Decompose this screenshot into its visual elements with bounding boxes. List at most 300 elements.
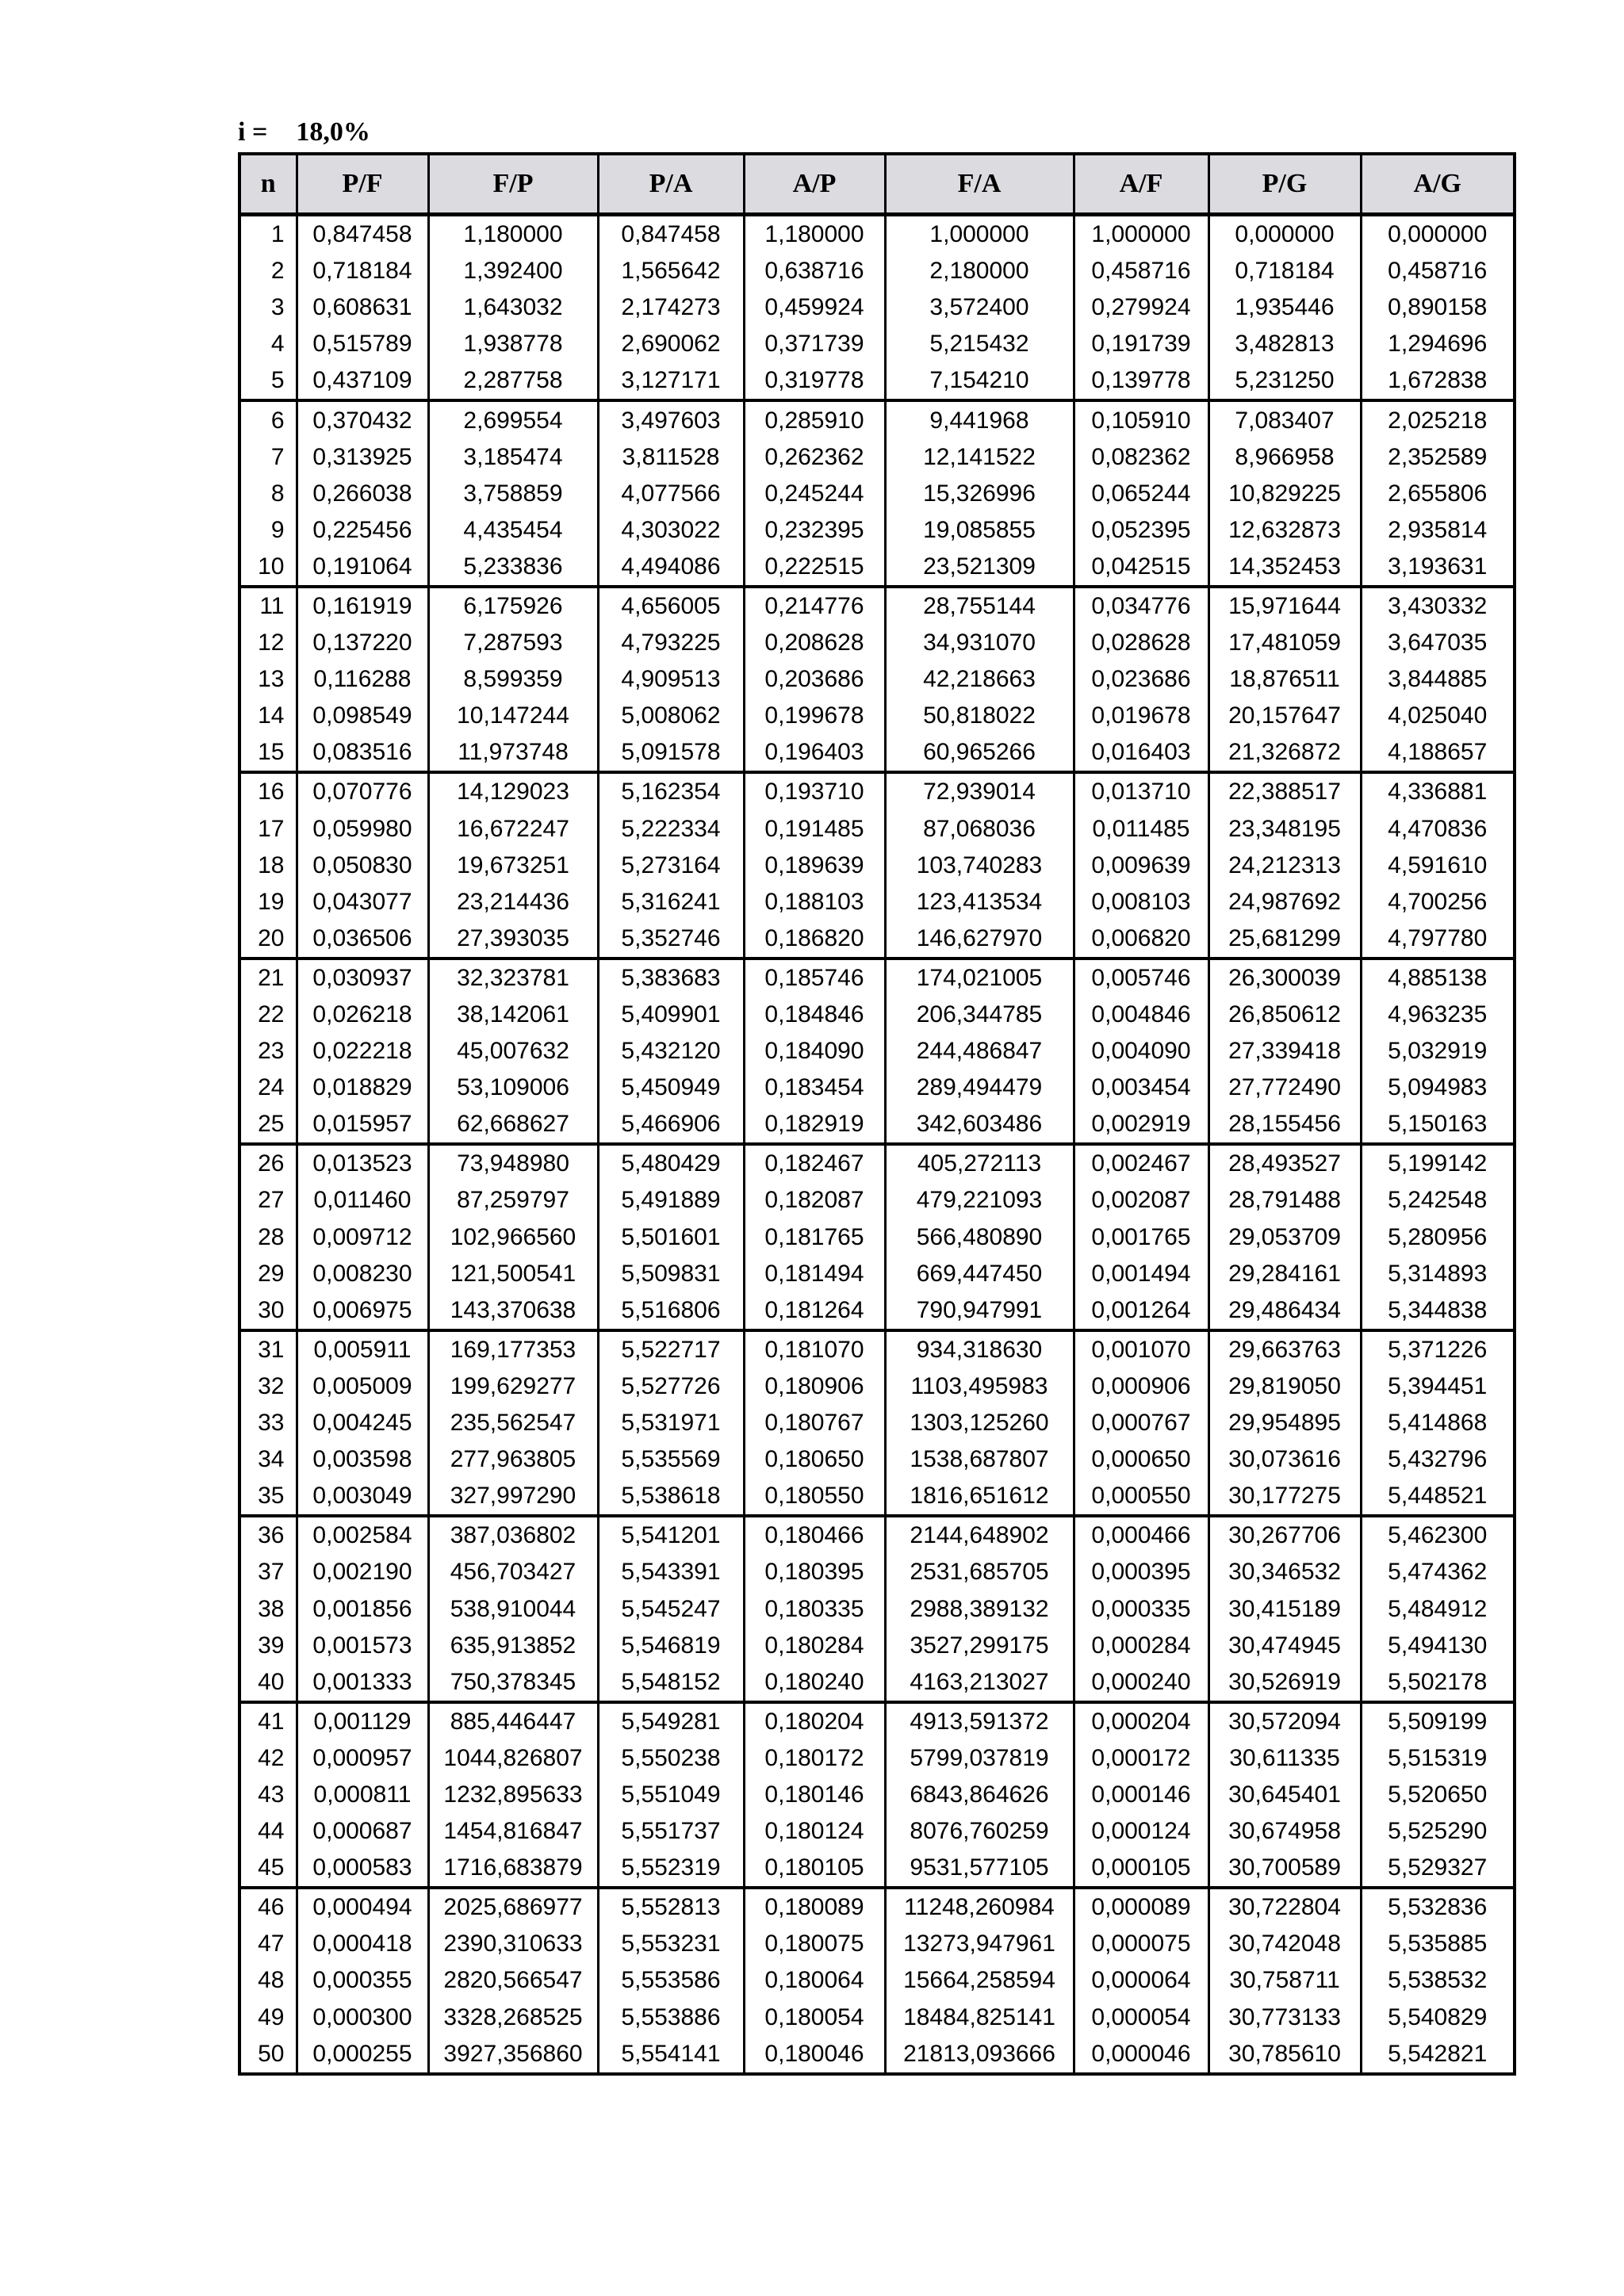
table-row <box>239 661 1515 698</box>
factor-cell: 19,673251 <box>428 848 598 884</box>
factor-cell: 0,105910 <box>1074 400 1208 438</box>
factor-cell: 3927,356860 <box>428 2036 598 2074</box>
factor-cell: 27,339418 <box>1208 1033 1361 1070</box>
factor-cell: 0,000146 <box>1074 1777 1208 1813</box>
factor-cell: 72,939014 <box>885 772 1074 810</box>
factor-cell: 0,608631 <box>297 289 428 326</box>
factor-cell: 0,002190 <box>297 1554 428 1590</box>
period-cell: 31 <box>239 1330 297 1368</box>
factor-cell: 0,042515 <box>1074 549 1208 587</box>
factor-cell: 26,850612 <box>1208 997 1361 1033</box>
factor-cell: 5,531971 <box>598 1405 744 1441</box>
factor-cell: 5,509199 <box>1361 1702 1515 1740</box>
factor-cell: 4,885138 <box>1361 959 1515 997</box>
factor-cell: 5,432120 <box>598 1033 744 1070</box>
factor-cell: 1,672838 <box>1361 362 1515 400</box>
table-row <box>239 1664 1515 1702</box>
factor-cell: 5,233836 <box>428 549 598 587</box>
table-row <box>239 1702 1515 1740</box>
factor-cell: 3,185474 <box>428 439 598 476</box>
factor-cell: 29,486434 <box>1208 1292 1361 1330</box>
factor-cell: 5,008062 <box>598 698 744 734</box>
factor-cell: 0,245244 <box>744 476 885 512</box>
period-cell: 26 <box>239 1144 297 1182</box>
factor-cell: 18484,825141 <box>885 1999 1074 2036</box>
factor-cell: 0,000418 <box>297 1926 428 1962</box>
factor-cell: 3328,268525 <box>428 1999 598 2036</box>
factor-cell: 277,963805 <box>428 1441 598 1478</box>
factor-cell: 1,000000 <box>885 215 1074 254</box>
factor-cell: 0,437109 <box>297 362 428 400</box>
factor-cell: 30,415189 <box>1208 1590 1361 1627</box>
factor-cell: 1454,816847 <box>428 1813 598 1850</box>
table-row <box>239 625 1515 661</box>
factor-cell: 2,935814 <box>1361 512 1515 549</box>
factor-cell: 28,791488 <box>1208 1182 1361 1219</box>
factor-cell: 42,218663 <box>885 661 1074 698</box>
period-cell: 22 <box>239 997 297 1033</box>
table-row <box>239 1219 1515 1256</box>
factor-cell: 5,150163 <box>1361 1106 1515 1144</box>
factor-cell: 4,700256 <box>1361 884 1515 920</box>
factor-cell: 8,599359 <box>428 661 598 698</box>
factor-cell: 30,645401 <box>1208 1777 1361 1813</box>
column-header-factor: A/F <box>1074 154 1208 215</box>
factor-cell: 0,001070 <box>1074 1330 1208 1368</box>
factor-cell: 5,162354 <box>598 772 744 810</box>
factor-cell: 30,267706 <box>1208 1516 1361 1554</box>
factor-cell: 0,279924 <box>1074 289 1208 326</box>
factor-cell: 0,008230 <box>297 1256 428 1292</box>
factor-cell: 0,890158 <box>1361 289 1515 326</box>
factor-cell: 0,000172 <box>1074 1740 1208 1777</box>
factor-cell: 4,793225 <box>598 625 744 661</box>
factor-cell: 0,181264 <box>744 1292 885 1330</box>
factor-cell: 5,527726 <box>598 1368 744 1405</box>
factor-cell: 1,180000 <box>428 215 598 254</box>
factor-cell: 0,180172 <box>744 1740 885 1777</box>
factor-cell: 0,182919 <box>744 1106 885 1144</box>
period-cell: 49 <box>239 1999 297 2036</box>
factor-cell: 15,971644 <box>1208 587 1361 625</box>
factor-cell: 1,935446 <box>1208 289 1361 326</box>
factor-cell: 0,000300 <box>297 1999 428 2036</box>
factor-cell: 8076,760259 <box>885 1813 1074 1850</box>
table-row <box>239 1106 1515 1144</box>
factor-cell: 3527,299175 <box>885 1628 1074 1664</box>
factor-cell: 0,082362 <box>1074 439 1208 476</box>
factor-cell: 0,026218 <box>297 997 428 1033</box>
table-row <box>239 848 1515 884</box>
factor-cell: 0,718184 <box>1208 253 1361 289</box>
factor-cell: 29,954895 <box>1208 1405 1361 1441</box>
table-row <box>239 400 1515 438</box>
factor-cell: 28,755144 <box>885 587 1074 625</box>
factor-cell: 0,370432 <box>297 400 428 438</box>
factor-cell: 0,016403 <box>1074 734 1208 772</box>
factor-cell: 387,036802 <box>428 1516 598 1554</box>
factor-cell: 0,188103 <box>744 884 885 920</box>
factor-cell: 0,001264 <box>1074 1292 1208 1330</box>
table-row <box>239 326 1515 362</box>
table-row <box>239 884 1515 920</box>
factor-cell: 0,003454 <box>1074 1070 1208 1106</box>
table-row <box>239 811 1515 848</box>
table-row <box>239 289 1515 326</box>
factor-cell: 3,497603 <box>598 400 744 438</box>
period-cell: 32 <box>239 1368 297 1405</box>
factor-cell: 5,371226 <box>1361 1330 1515 1368</box>
factor-cell: 1,392400 <box>428 253 598 289</box>
factor-cell: 0,001333 <box>297 1664 428 1702</box>
table-header-row <box>239 154 1515 215</box>
factor-cell: 30,526919 <box>1208 1664 1361 1702</box>
period-cell: 4 <box>239 326 297 362</box>
factor-cell: 5799,037819 <box>885 1740 1074 1777</box>
factor-cell: 4913,591372 <box>885 1702 1074 1740</box>
factor-cell: 1538,687807 <box>885 1441 1074 1478</box>
table-row <box>239 1777 1515 1813</box>
factor-cell: 30,700589 <box>1208 1850 1361 1888</box>
period-cell: 1 <box>239 215 297 254</box>
factor-cell: 669,447450 <box>885 1256 1074 1292</box>
factor-cell: 2531,685705 <box>885 1554 1074 1590</box>
column-header-factor: A/G <box>1361 154 1515 215</box>
factor-cell: 0,203686 <box>744 661 885 698</box>
factor-cell: 3,758859 <box>428 476 598 512</box>
factor-cell: 4,303022 <box>598 512 744 549</box>
factor-cell: 0,013710 <box>1074 772 1208 810</box>
period-cell: 15 <box>239 734 297 772</box>
factor-cell: 5,554141 <box>598 2036 744 2074</box>
factor-cell: 0,196403 <box>744 734 885 772</box>
factor-cell: 26,300039 <box>1208 959 1361 997</box>
factor-cell: 5,535885 <box>1361 1926 1515 1962</box>
factor-cell: 0,181494 <box>744 1256 885 1292</box>
factor-cell: 2,655806 <box>1361 476 1515 512</box>
factor-cell: 27,393035 <box>428 920 598 959</box>
factor-cell: 3,844885 <box>1361 661 1515 698</box>
period-cell: 43 <box>239 1777 297 1813</box>
factor-cell: 10,829225 <box>1208 476 1361 512</box>
factor-cell: 5,529327 <box>1361 1850 1515 1888</box>
factor-cell: 30,572094 <box>1208 1702 1361 1740</box>
factor-cell: 456,703427 <box>428 1554 598 1590</box>
factor-cell: 0,022218 <box>297 1033 428 1070</box>
table-row <box>239 362 1515 400</box>
factor-cell: 5,535569 <box>598 1441 744 1478</box>
factor-cell: 1044,826807 <box>428 1740 598 1777</box>
factor-cell: 0,458716 <box>1074 253 1208 289</box>
factor-cell: 5,501601 <box>598 1219 744 1256</box>
factor-cell: 5,543391 <box>598 1554 744 1590</box>
factor-cell: 0,000284 <box>1074 1628 1208 1664</box>
factor-cell: 5,314893 <box>1361 1256 1515 1292</box>
factor-cell: 5,550238 <box>598 1740 744 1777</box>
factor-cell: 4,188657 <box>1361 734 1515 772</box>
factor-cell: 4,494086 <box>598 549 744 587</box>
factor-cell: 1232,895633 <box>428 1777 598 1813</box>
factor-cell: 174,021005 <box>885 959 1074 997</box>
factor-cell: 0,222515 <box>744 549 885 587</box>
column-header-factor: F/A <box>885 154 1074 215</box>
table-row <box>239 959 1515 997</box>
period-cell: 34 <box>239 1441 297 1478</box>
factor-cell: 0,515789 <box>297 326 428 362</box>
factor-cell: 21813,093666 <box>885 2036 1074 2074</box>
factor-cell: 102,966560 <box>428 1219 598 1256</box>
factor-cell: 62,668627 <box>428 1106 598 1144</box>
table-row <box>239 1888 1515 1926</box>
factor-cell: 5,542821 <box>1361 2036 1515 2074</box>
factor-cell: 3,482813 <box>1208 326 1361 362</box>
factor-cell: 30,611335 <box>1208 1740 1361 1777</box>
column-header-factor: P/F <box>297 154 428 215</box>
factor-cell: 6,175926 <box>428 587 598 625</box>
factor-cell: 1303,125260 <box>885 1405 1074 1441</box>
factor-cell: 1,294696 <box>1361 326 1515 362</box>
factor-cell: 0,034776 <box>1074 587 1208 625</box>
factor-cell: 30,674958 <box>1208 1813 1361 1850</box>
factor-cell: 0,180046 <box>744 2036 885 2074</box>
factor-cell: 45,007632 <box>428 1033 598 1070</box>
factor-cell: 30,722804 <box>1208 1888 1361 1926</box>
table-row <box>239 1292 1515 1330</box>
factor-cell: 87,068036 <box>885 811 1074 848</box>
factor-cell: 2,352589 <box>1361 439 1515 476</box>
factor-cell: 2,025218 <box>1361 400 1515 438</box>
factor-cell: 5,394451 <box>1361 1368 1515 1405</box>
column-header-factor: P/G <box>1208 154 1361 215</box>
factor-cell: 5,509831 <box>598 1256 744 1292</box>
factor-cell: 0,116288 <box>297 661 428 698</box>
factor-cell: 0,001494 <box>1074 1256 1208 1292</box>
factor-cell: 5,520650 <box>1361 1777 1515 1813</box>
factor-cell: 4,077566 <box>598 476 744 512</box>
factor-cell: 4,470836 <box>1361 811 1515 848</box>
factor-cell: 169,177353 <box>428 1330 598 1368</box>
factor-cell: 30,474945 <box>1208 1628 1361 1664</box>
period-cell: 37 <box>239 1554 297 1590</box>
factor-cell: 0,030937 <box>297 959 428 997</box>
factor-cell: 2988,389132 <box>885 1590 1074 1627</box>
factor-cell: 5,231250 <box>1208 362 1361 400</box>
factor-cell: 0,001765 <box>1074 1219 1208 1256</box>
factor-cell: 23,348195 <box>1208 811 1361 848</box>
factor-cell: 73,948980 <box>428 1144 598 1182</box>
factor-cell: 5,545247 <box>598 1590 744 1627</box>
factor-cell: 0,180650 <box>744 1441 885 1478</box>
factor-cell: 0,319778 <box>744 362 885 400</box>
factor-cell: 4,591610 <box>1361 848 1515 884</box>
factor-cell: 199,629277 <box>428 1368 598 1405</box>
table-row <box>239 734 1515 772</box>
period-cell: 25 <box>239 1106 297 1144</box>
factor-cell: 0,180335 <box>744 1590 885 1627</box>
factor-cell: 0,023686 <box>1074 661 1208 698</box>
factor-cell: 5,383683 <box>598 959 744 997</box>
period-cell: 3 <box>239 289 297 326</box>
factor-cell: 3,193631 <box>1361 549 1515 587</box>
factor-cell: 143,370638 <box>428 1292 598 1330</box>
factor-cell: 0,000906 <box>1074 1368 1208 1405</box>
factor-cell: 0,180204 <box>744 1702 885 1740</box>
factor-cell: 5,199142 <box>1361 1144 1515 1182</box>
factor-cell: 0,000650 <box>1074 1441 1208 1478</box>
table-row <box>239 1478 1515 1516</box>
factor-cell: 538,910044 <box>428 1590 598 1627</box>
factor-cell: 18,876511 <box>1208 661 1361 698</box>
table-row <box>239 1740 1515 1777</box>
factor-cell: 32,323781 <box>428 959 598 997</box>
table-row <box>239 476 1515 512</box>
factor-cell: 0,184846 <box>744 997 885 1033</box>
factor-cell: 0,000240 <box>1074 1664 1208 1702</box>
factor-cell: 5,432796 <box>1361 1441 1515 1478</box>
factor-cell: 0,181765 <box>744 1219 885 1256</box>
factor-cell: 0,180075 <box>744 1926 885 1962</box>
factor-cell: 1,938778 <box>428 326 598 362</box>
period-cell: 35 <box>239 1478 297 1516</box>
factor-cell: 0,137220 <box>297 625 428 661</box>
factor-cell: 0,000064 <box>1074 1962 1208 1999</box>
factor-cell: 3,811528 <box>598 439 744 476</box>
factor-cell: 22,388517 <box>1208 772 1361 810</box>
table-row <box>239 1516 1515 1554</box>
factor-cell: 30,346532 <box>1208 1554 1361 1590</box>
factor-cell: 10,147244 <box>428 698 598 734</box>
period-cell: 12 <box>239 625 297 661</box>
factor-cell: 0,232395 <box>744 512 885 549</box>
factor-cell: 4,797780 <box>1361 920 1515 959</box>
factor-cell: 38,142061 <box>428 997 598 1033</box>
factor-cell: 3,127171 <box>598 362 744 400</box>
table-row <box>239 512 1515 549</box>
table-row <box>239 439 1515 476</box>
factor-cell: 2,690062 <box>598 326 744 362</box>
factor-cell: 479,221093 <box>885 1182 1074 1219</box>
interest-rate-label <box>238 117 370 147</box>
factor-cell: 28,493527 <box>1208 1144 1361 1182</box>
factor-cell: 0,005911 <box>297 1330 428 1368</box>
factor-cell: 0,013523 <box>297 1144 428 1182</box>
period-cell: 45 <box>239 1850 297 1888</box>
factor-cell: 0,015957 <box>297 1106 428 1144</box>
factor-cell: 1103,495983 <box>885 1368 1074 1405</box>
factor-cell: 244,486847 <box>885 1033 1074 1070</box>
factor-cell: 0,011485 <box>1074 811 1208 848</box>
factor-cell: 5,448521 <box>1361 1478 1515 1516</box>
factor-cell: 566,480890 <box>885 1219 1074 1256</box>
factor-cell: 5,273164 <box>598 848 744 884</box>
factor-cell: 635,913852 <box>428 1628 598 1664</box>
factor-cell: 3,647035 <box>1361 625 1515 661</box>
factor-cell: 4,025040 <box>1361 698 1515 734</box>
factor-cell: 5,538532 <box>1361 1962 1515 1999</box>
factor-cell: 0,459924 <box>744 289 885 326</box>
factor-cell: 0,180124 <box>744 1813 885 1850</box>
table-row <box>239 1256 1515 1292</box>
factor-cell: 0,000494 <box>297 1888 428 1926</box>
factor-cell: 29,053709 <box>1208 1219 1361 1256</box>
rate-value: 18,0% <box>296 117 370 147</box>
factor-cell: 0,098549 <box>297 698 428 734</box>
factor-cell: 0,458716 <box>1361 253 1515 289</box>
table-row <box>239 1330 1515 1368</box>
factor-cell: 7,287593 <box>428 625 598 661</box>
factor-cell: 0,371739 <box>744 326 885 362</box>
factor-cell: 0,003049 <box>297 1478 428 1516</box>
factor-cell: 0,018829 <box>297 1070 428 1106</box>
factor-cell: 0,000466 <box>1074 1516 1208 1554</box>
factor-cell: 0,638716 <box>744 253 885 289</box>
factor-cell: 0,180466 <box>744 1516 885 1554</box>
table-row <box>239 1999 1515 2036</box>
factor-cell: 885,446447 <box>428 1702 598 1740</box>
factor-cell: 0,000075 <box>1074 1926 1208 1962</box>
column-header-n: n <box>239 154 297 215</box>
factor-cell: 0,180906 <box>744 1368 885 1405</box>
factor-cell: 0,285910 <box>744 400 885 438</box>
factor-cell: 0,009712 <box>297 1219 428 1256</box>
factor-cell: 5,352746 <box>598 920 744 959</box>
table-row <box>239 1182 1515 1219</box>
factor-cell: 60,965266 <box>885 734 1074 772</box>
period-cell: 17 <box>239 811 297 848</box>
factor-cell: 6843,864626 <box>885 1777 1074 1813</box>
factor-cell: 0,000687 <box>297 1813 428 1850</box>
period-cell: 23 <box>239 1033 297 1070</box>
table-row <box>239 772 1515 810</box>
factor-cell: 2,287758 <box>428 362 598 400</box>
period-cell: 20 <box>239 920 297 959</box>
factor-cell: 0,186820 <box>744 920 885 959</box>
period-cell: 44 <box>239 1813 297 1850</box>
factor-cell: 0,000395 <box>1074 1554 1208 1590</box>
factor-cell: 0,006820 <box>1074 920 1208 959</box>
period-cell: 9 <box>239 512 297 549</box>
interest-factor-table <box>238 152 1516 2076</box>
factor-cell: 0,180240 <box>744 1664 885 1702</box>
factor-cell: 0,191485 <box>744 811 885 848</box>
factor-cell: 0,000255 <box>297 2036 428 2074</box>
factor-cell: 0,002087 <box>1074 1182 1208 1219</box>
factor-cell: 0,189639 <box>744 848 885 884</box>
period-cell: 27 <box>239 1182 297 1219</box>
factor-cell: 5,484912 <box>1361 1590 1515 1627</box>
factor-cell: 23,521309 <box>885 549 1074 587</box>
factor-cell: 0,070776 <box>297 772 428 810</box>
factor-cell: 17,481059 <box>1208 625 1361 661</box>
factor-cell: 0,180105 <box>744 1850 885 1888</box>
factor-cell: 19,085855 <box>885 512 1074 549</box>
factor-cell: 0,225456 <box>297 512 428 549</box>
factor-cell: 11,973748 <box>428 734 598 772</box>
factor-cell: 0,002467 <box>1074 1144 1208 1182</box>
factor-cell: 5,540829 <box>1361 1999 1515 2036</box>
factor-cell: 750,378345 <box>428 1664 598 1702</box>
factor-cell: 5,553231 <box>598 1926 744 1962</box>
table-row <box>239 1554 1515 1590</box>
factor-cell: 1,565642 <box>598 253 744 289</box>
factor-cell: 103,740283 <box>885 848 1074 884</box>
factor-cell: 5,450949 <box>598 1070 744 1106</box>
factor-cell: 1,643032 <box>428 289 598 326</box>
factor-cell: 123,413534 <box>885 884 1074 920</box>
factor-cell: 4,963235 <box>1361 997 1515 1033</box>
factor-cell: 4,336881 <box>1361 772 1515 810</box>
factor-cell: 0,180284 <box>744 1628 885 1664</box>
